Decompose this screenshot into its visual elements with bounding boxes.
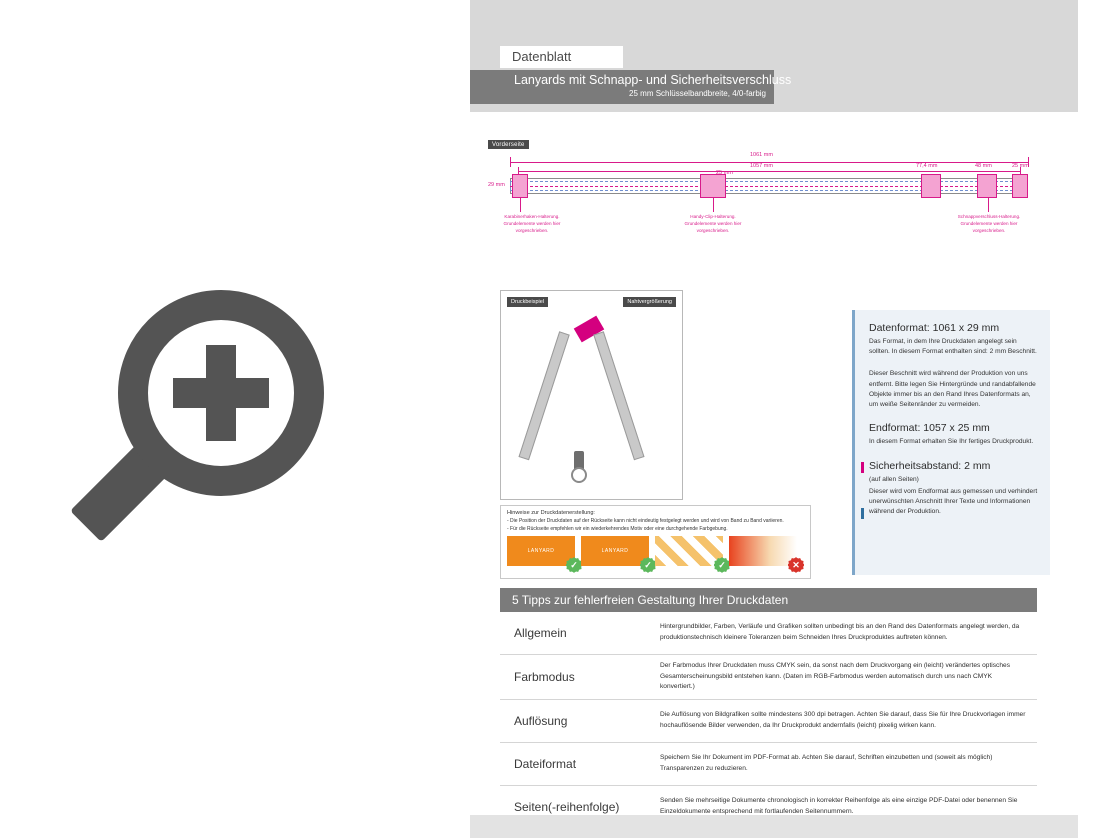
dim-height-inner: 25 mm (716, 170, 733, 176)
table-row (500, 786, 1037, 828)
dim-right-b: 48 mm (975, 163, 992, 169)
caption-schnapp: Schnappverschluss-Halterung. Grundelemente werden hier vorgeschrieben. (957, 214, 1021, 233)
lanyard-strap-left (518, 331, 569, 460)
tip-text: Senden Sie mehrseitige Dokumente chronologisch in korrekter Reihenfolge als eine einzige PDF-Datei oder benennen Sie Einzeldokumente entsprechend mit fortlaufenden Seitennummern. (660, 797, 1018, 815)
beschnitt-text: Dieser Beschnitt wird während der Produktion von uns entfernt. Bitte legen Sie Hintergründe und randabfallende Objekte immer bis an den Rand Ihres Datenformats an, um weiße Seitenränder zu vermeiden. (869, 370, 1036, 409)
lanyard-strap-right (593, 331, 644, 460)
table-row (500, 743, 1037, 786)
tip-label: Seiten(-reihenfolge) (514, 799, 620, 814)
tip-label: Allgemein (514, 626, 567, 640)
magnifier-plus-icon (118, 290, 358, 560)
table-row (500, 655, 1037, 700)
page-right-margin (1078, 0, 1117, 838)
tips-header: 5 Tipps zur fehlerfreien Gestaltung Ihrer Druckdaten (500, 588, 1037, 612)
tip-label: Dateiformat (514, 756, 577, 771)
caption-leader (988, 198, 989, 212)
table-row (500, 612, 1037, 655)
swatch-item (655, 536, 726, 570)
hardware-schnapp-c (1012, 174, 1028, 198)
tip-text: Der Farbmodus Ihrer Druckdaten muss CMYK sein, da sonst nach dem Druckvorgang ein (leicht) verändertes optisches Gesamterscheinungsbild entstehen kann. (Daten im RGB-Farbmodus werden automatisch durch uns nach CMYK konvertiert.) (660, 662, 1010, 691)
swatch-label: LANYARD (527, 548, 555, 554)
dim-right-c: 25 mm (1012, 163, 1029, 169)
tip-text: Die Auflösung von Bildgrafiken sollte mindestens 300 dpi betragen. Achten Sie darauf, dass Sie für Ihre Druckvorlagen immer hochauflösende Bilder verwenden, da Ihr Druckprodukt andernfalls (leicht) pixelig wirken kann. (660, 711, 1026, 729)
check-badge-icon: ✓ (714, 557, 730, 573)
lanyard-band-centerline (510, 186, 1028, 187)
cross-badge-icon: ✕ (788, 557, 804, 573)
hinweise-title: Hinweise zur Druckdatenerstellung: (507, 510, 595, 516)
lanyard-illustration (529, 315, 657, 487)
tip-label: Auflösung (514, 713, 568, 728)
vorderseite-label: Vorderseite (488, 140, 529, 149)
caption-leader (520, 198, 521, 212)
datenformat-title: Datenformat: 1061 x 29 mm (869, 322, 1000, 334)
dim-line-inner (518, 171, 1020, 172)
endformat-title: Endformat: 1057 x 25 mm (869, 422, 990, 435)
caption-karabiner: Karabinerhaken-Halterung. Grundelemente werden hier vorgeschrieben. (503, 214, 561, 233)
sicherheitsabstand-sub: (auf allen Seiten) (869, 475, 919, 483)
tip-label: Farbmodus (514, 669, 575, 684)
swatch-label: LANYARD (601, 548, 629, 554)
swatch-item (581, 536, 652, 570)
tip-text: Hintergrundbilder, Farben, Verläufe und Grafiken sollten unbedingt bis an den Rand des Datenformats angelegt werden, da produktionstechnisch kleinere Toleranzen beim Schneiden Ihres Druckproduktes auftreten können. (660, 623, 1020, 641)
format-info-panel (852, 310, 1050, 575)
dim-total-outer: 1061 mm (750, 152, 773, 158)
left-preview-pane (0, 0, 470, 838)
page-subtitle: 25 mm Schlüsselbandbreite, 4/0-farbig (629, 89, 766, 98)
dim-tick (510, 157, 511, 167)
caption-leader (713, 198, 714, 212)
sicherheitsabstand-title: Sicherheitsabstand: 2 mm (869, 459, 991, 472)
hinweise-line-1: - Die Position der Druckdaten auf der Rückseite kann nicht eindeutig festgelegt werden und wird von Band zu Band variieren. (507, 518, 784, 524)
sicherheit-marker (861, 508, 864, 519)
dim-right-a: 77,4 mm (916, 163, 938, 169)
page-title: Lanyards mit Schnapp- und Sicherheitsverschluss (514, 73, 792, 87)
hardware-handyclip (700, 174, 726, 198)
dim-total-inner: 1057 mm (750, 163, 773, 169)
datenblatt-tab: Datenblatt (500, 46, 623, 68)
tips-table (500, 612, 1037, 828)
endformat-marker (861, 462, 864, 473)
title-bar (470, 70, 792, 104)
swatch-row (507, 536, 800, 570)
swatch-item (729, 536, 800, 570)
technical-drawing (488, 140, 1058, 250)
sicherheitsabstand-text: Dieser wird vom Endformat aus gemessen und verhindert unerwünschten Anschnitt Ihrer Texte und Informationen während der Produktion. (869, 487, 1038, 516)
datenformat-text: Das Format, in dem Ihre Druckdaten angelegt sein sollten. In diesem Format enthalten sind: 2 mm Beschnitt. (869, 338, 1037, 356)
hardware-schnapp-a (921, 174, 941, 198)
endformat-text: In diesem Format erhalten Sie Ihr fertiges Druckprodukt. (869, 438, 1034, 446)
check-badge-icon: ✓ (640, 557, 656, 573)
datasheet-page (470, 0, 1078, 838)
hinweise-box (500, 505, 811, 579)
table-row (500, 700, 1037, 743)
tip-text: Speichern Sie Ihr Dokument im PDF-Format ab. Achten Sie darauf, Schriften einzubetten und (soweit als möglich) Transparenzen zu reduzieren. (660, 754, 993, 772)
nahtvergroesserung-tag: Nahtvergrößerung (623, 297, 676, 307)
magnifier-plus-horizontal (173, 378, 269, 408)
caption-handyclip: Handy-Clip-Halterung. Grundelemente werden hier vorgeschrieben. (684, 214, 742, 233)
hardware-schnapp-b (977, 174, 997, 198)
hinweise-line-2: - Für die Rückseite empfehlen wir ein wiederkehrendes Motiv oder eine durchgehende Farbgebung. (507, 525, 728, 532)
dim-height-outer: 29 mm (488, 182, 505, 188)
lanyard-ring (571, 467, 587, 483)
hardware-karabiner (512, 174, 528, 198)
print-example-box (500, 290, 683, 500)
druckbeispiel-tag: Druckbeispiel (507, 297, 548, 307)
swatch-item (507, 536, 578, 570)
check-badge-icon: ✓ (566, 557, 582, 573)
